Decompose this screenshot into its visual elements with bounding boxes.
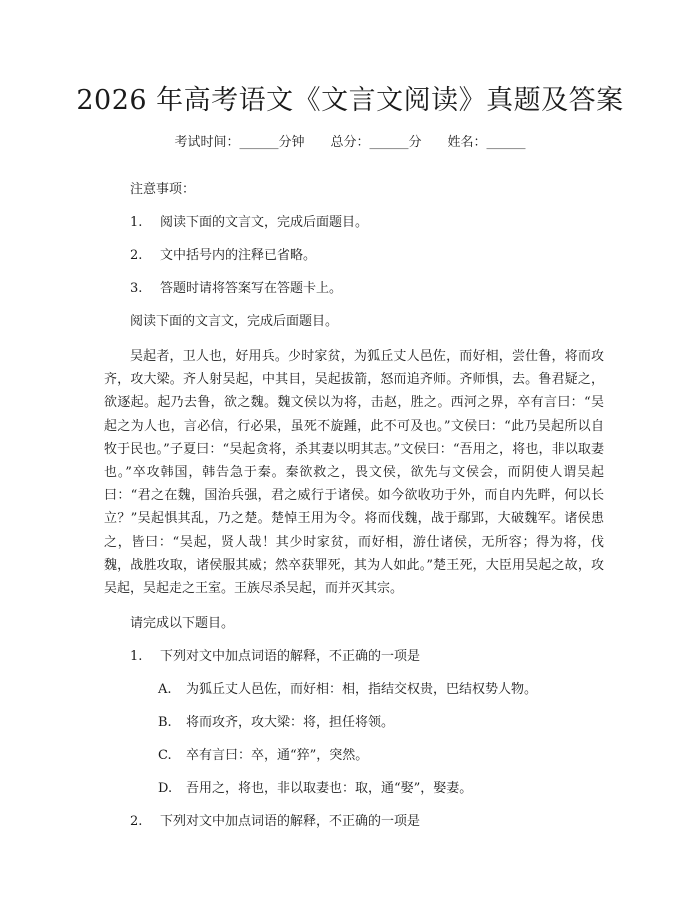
question-stem	[104, 812, 604, 831]
notice-item	[104, 279, 604, 298]
notice-item-number: 3.	[130, 281, 143, 296]
question-number: 1.	[130, 649, 143, 665]
classical-passage: 吴起者，卫人也，好用兵。少时家贫，为狐丘丈人邑佐，而好相，尝仕鲁，将而攻齐，攻大梁。齐人射吴起，中其目，吴起拔箭，怒而追齐师。齐师惧，去。鲁君疑之，欲逐起。起乃去鲁，欲之魏。魏文侯以为将，击赵，胜之。西河之界，卒有言曰：“吴起之为人也，言必信，行必果，虽死不旋踵，此不可及也。”文侯曰：“此乃吴起所以自牧于民也。”子夏曰：“吴起贪将，杀其妻以明其志。”文侯曰：“吾用之，将也，非以取妻也。”卒攻韩国，韩告急于秦。秦欲救之，畏文侯，欲先与文侯会，而阴使人谓吴起曰：“君之在魏，国治兵强，君之威行于诸侯。如今欲收功于外，而自内先畔，何以长立？”吴起惧其乱，乃之楚。楚悼王用为令。将而伐魏，战于鄢郢，大破魏军。诸侯患之，皆曰：“吴起，贤人哉！其少时家贫，而好相，游仕诸侯，无所容；得为将，伐魏，战胜攻取，诸侯服其威；然卒获罪死，其为人如此。”楚王死，大臣用吴起之故，攻吴起，吴起走之王室。王族尽杀吴起，而并灭其宗。	[104, 349, 604, 597]
question-option-b	[104, 713, 604, 732]
question-text: 下列对文中加点词语的解释，不正确的一项是	[160, 814, 421, 830]
page-title: 2026 年高考语文《文言文阅读》真题及答案	[76, 85, 624, 116]
question-intro: 请完成以下题目。	[130, 616, 235, 632]
option-text: 将而攻齐，攻大梁：将，担任将领。	[186, 715, 395, 731]
option-label: B.	[158, 715, 172, 731]
notice-item-number: 2.	[130, 248, 143, 263]
question-number: 2.	[130, 814, 143, 830]
notice-item-text: 答题时请将答案写在答题卡上。	[160, 281, 343, 296]
notice-item	[104, 246, 604, 265]
option-text: 卒有言曰：卒，通“猝”，突然。	[186, 748, 369, 764]
notice-item-number: 1.	[130, 215, 143, 230]
exam-name-field: 姓名：______	[447, 135, 526, 150]
question-option-d	[104, 779, 604, 798]
notice-heading: 注意事项：	[130, 182, 196, 197]
question-stem	[104, 647, 604, 666]
exam-score-field: 总分：______分	[330, 135, 422, 150]
notice-item-text: 阅读下面的文言文，完成后面题目。	[160, 215, 369, 230]
exam-info-line	[0, 131, 700, 150]
notice-item	[104, 213, 604, 232]
reading-instruction: 阅读下面的文言文，完成后面题目。	[130, 314, 339, 329]
option-label: D.	[158, 781, 173, 797]
notice-item-text: 文中括号内的注释已省略。	[160, 248, 317, 263]
option-label: C.	[158, 748, 172, 764]
document-body	[104, 180, 604, 845]
option-text: 为狐丘丈人邑佐，而好相：相，指结交权贵，巴结权势人物。	[186, 682, 538, 698]
exam-time-field: 考试时间：______分钟	[174, 135, 305, 150]
question-option-c	[104, 746, 604, 765]
question-text: 下列对文中加点词语的解释，不正确的一项是	[160, 649, 421, 665]
option-text: 吾用之，将也，非以取妻也：取，通“娶”，娶妻。	[186, 781, 473, 797]
question-option-a	[104, 680, 604, 699]
option-label: A.	[158, 682, 172, 698]
